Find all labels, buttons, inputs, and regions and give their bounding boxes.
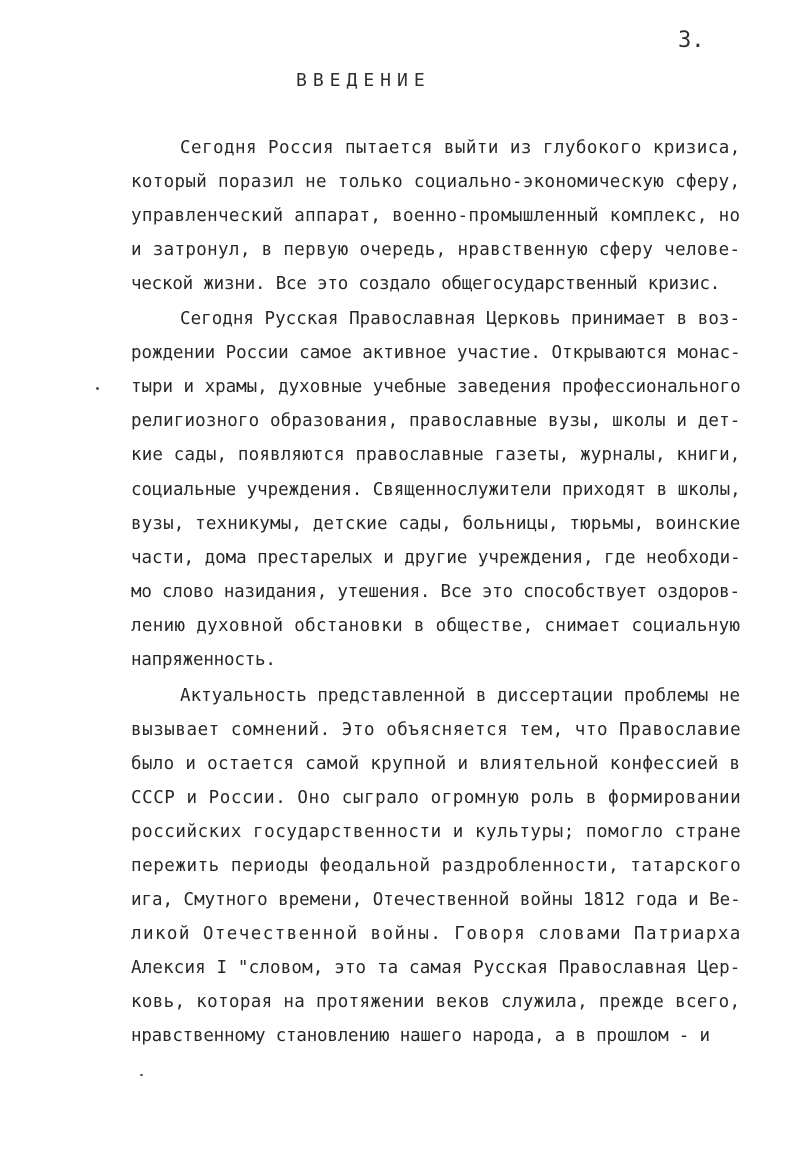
text-line: ческой жизни. Все это создало общегосударственный кризис. bbox=[131, 274, 721, 294]
text-line: ковь, которая на протяжении веков служила, прежде всего, bbox=[131, 992, 741, 1012]
text-line: вызывает сомнений. Это объясняется тем, что Православие bbox=[131, 720, 742, 740]
text-line: российских государственности и культуры; помогло стране bbox=[131, 822, 742, 842]
text-line: вузы, техникумы, детские сады, больницы, тюрьмы, воинские bbox=[131, 514, 741, 534]
text-line: и затронул, в первую очередь, нравственную сферу челове- bbox=[131, 240, 741, 260]
page-number: 3. bbox=[678, 28, 705, 53]
text-line: рождении России самое активное участие. Открываются монас- bbox=[131, 343, 741, 363]
text-line: ига, Смутного времени, Отечественной войны 1812 года и Ве- bbox=[131, 890, 741, 910]
text-line: нравственному становлению нашего народа, а в прошлом - и bbox=[131, 1026, 710, 1046]
scan-speck bbox=[96, 387, 99, 390]
text-line: Сегодня Русская Православная Церковь принимает в воз- bbox=[180, 309, 741, 329]
text-line: кие сады, появляются православные газеты, журналы, книги, bbox=[131, 445, 741, 465]
text-line: религиозного образования, православные вузы, школы и дет- bbox=[131, 411, 741, 431]
text-line: пережить периоды феодальной раздробленности, татарского bbox=[131, 856, 742, 876]
text-line: лению духовной обстановки в обществе, снимает социальную bbox=[131, 616, 741, 636]
text-line: Актуальность представленной в диссертации проблемы не bbox=[180, 686, 741, 706]
text-line: мо слово назидания, утешения. Все это способствует оздоров- bbox=[131, 582, 740, 602]
scan-speck bbox=[140, 1074, 143, 1076]
text-line: напряженность. bbox=[131, 650, 276, 670]
text-line: было и остается самой крупной и влиятельной конфессией в bbox=[131, 754, 741, 774]
text-line: который поразил не только социально-экономическую сферу, bbox=[131, 172, 741, 192]
text-line: части, дома престарелых и другие учреждения, где необходи- bbox=[131, 548, 741, 568]
text-line: тыри и храмы, духовные учебные заведения профессионального bbox=[131, 377, 741, 397]
text-line: Сегодня Россия пытается выйти из глубокого кризиса, bbox=[180, 138, 741, 158]
text-line: управленческий аппарат, военно-промышленный комплекс, но bbox=[131, 206, 741, 226]
text-line: СССР и России. Оно сыграло огромную роль в формировании bbox=[131, 788, 742, 808]
page-title: ВВЕДЕНИЕ bbox=[296, 70, 431, 91]
text-line: социальные учреждения. Священнослужители приходят в школы, bbox=[131, 480, 741, 500]
text-line: Алексия I "словом, это та самая Русская Православная Цер- bbox=[131, 958, 741, 978]
text-line: ликой Отечественной войны. Говоря словами Патриарха bbox=[131, 924, 742, 944]
